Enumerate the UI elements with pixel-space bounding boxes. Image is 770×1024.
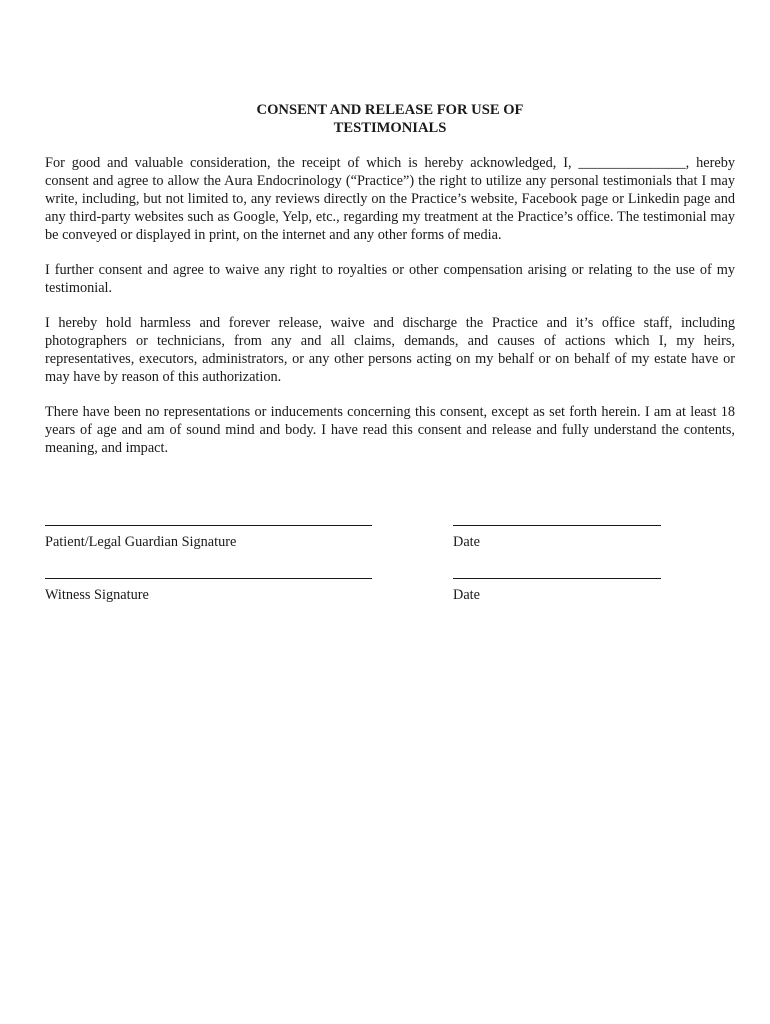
release-paragraph: I hereby hold harmless and forever release, waive and discharge the Practice and it’s office staff, including photographers or technicians, from any and all claims, demands, and causes of actions which I, my heirs, representatives, executors, administrators, or any other persons acting on my behalf or on behalf of my estate have or may have by reason of this authorization. <box>45 315 735 385</box>
representations-paragraph: There have been no representations or inducements concerning this consent, except as set forth herein. I am at least 18 years of age and am of sound mind and body. I have read this consent and release and fully understand the contents, meaning, and impact. <box>45 404 735 456</box>
witness-signature-label: Witness Signature <box>45 587 149 603</box>
patient-date-line[interactable] <box>453 525 661 526</box>
patient-date-block <box>453 525 661 551</box>
patient-signature-block <box>45 525 372 551</box>
royalties-paragraph: I further consent and agree to waive any right to royalties or other compensation arising or relating to the use of my testimonial. <box>45 262 735 296</box>
witness-signature-line[interactable] <box>45 578 372 579</box>
witness-date-label: Date <box>453 587 480 603</box>
witness-date-block <box>453 578 661 604</box>
witness-signature-block <box>45 578 372 604</box>
witness-date-line[interactable] <box>453 578 661 579</box>
document-title <box>0 101 770 137</box>
consideration-paragraph: For good and valuable consideration, the receipt of which is hereby acknowledged, I, _______________, hereby consent and agree to allow the Aura Endocrinology (“Practice”) the right to utilize any personal testimonials that I may write, including, but not limited to, any reviews directly on the Practice’s website, Facebook page or Linkedin page and any third-party websites such as Google, Yelp, etc., regarding my treatment at the Practice’s office. The testimonial may be conveyed or displayed in print, on the internet and any other forms of media. <box>45 155 735 243</box>
patient-date-label: Date <box>453 534 480 550</box>
title-line-2: TESTIMONIALS <box>333 120 447 136</box>
patient-signature-line[interactable] <box>45 525 372 526</box>
title-line-1: CONSENT AND RELEASE FOR USE OF <box>256 102 524 118</box>
document-body <box>45 154 735 474</box>
patient-signature-label: Patient/Legal Guardian Signature <box>45 534 237 550</box>
